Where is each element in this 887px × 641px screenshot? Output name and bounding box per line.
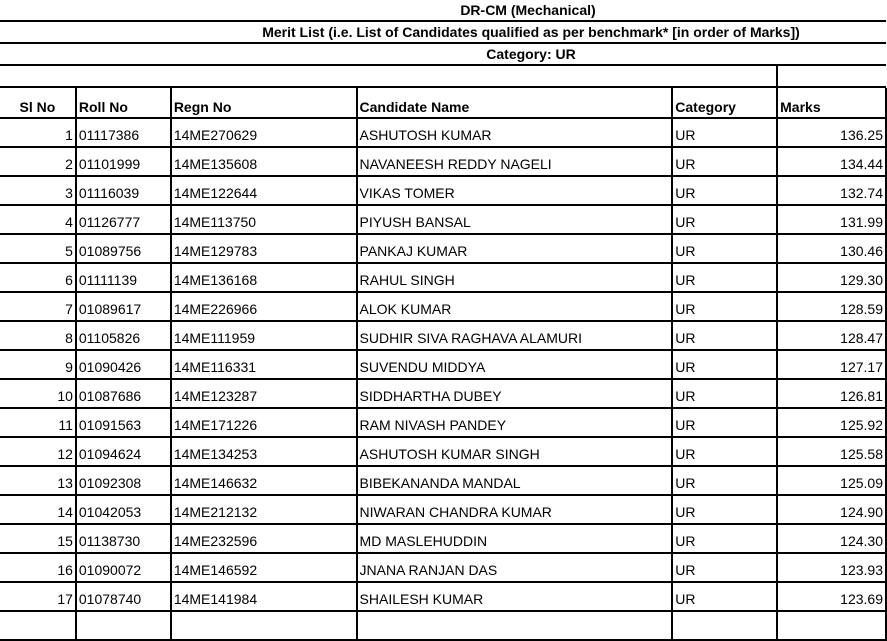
table-row	[0, 437, 886, 466]
regn-no-cell: 14ME122644	[171, 176, 357, 205]
roll-no-cell: 01117386	[76, 118, 171, 147]
sl-no-cell: 7	[0, 292, 76, 321]
regn-no-cell: 14ME113750	[171, 205, 357, 234]
sl-no-cell: 10	[0, 379, 76, 408]
category-cell: UR	[672, 118, 777, 147]
roll-no-cell: 01092308	[76, 466, 171, 495]
regn-no-cell: 14ME123287	[171, 379, 357, 408]
empty-cell	[357, 611, 673, 640]
roll-no-cell: 01138730	[76, 524, 171, 553]
regn-no-cell: 14ME129783	[171, 234, 357, 263]
marks-cell: 123.93	[777, 553, 886, 582]
table-row	[0, 176, 886, 205]
document-subtitle: Merit List (i.e. List of Candidates qualified as per benchmark* [in order of Marks])	[262, 24, 800, 40]
roll-no-cell: 01101999	[76, 147, 171, 176]
subtitle-row	[0, 22, 886, 44]
roll-no-cell: 01091563	[76, 408, 171, 437]
candidate-name-cell: ASHUTOSH KUMAR SINGH	[357, 437, 673, 466]
marks-cell: 125.92	[777, 408, 886, 437]
roll-no-cell: 01078740	[76, 582, 171, 611]
table-header-row	[0, 88, 886, 118]
column-header-candidate-name: Candidate Name	[357, 88, 673, 118]
merit-table	[0, 88, 887, 641]
sl-no-cell: 15	[0, 524, 76, 553]
empty-cell	[777, 611, 886, 640]
roll-no-cell: 01090072	[76, 553, 171, 582]
category-heading: Category: UR	[486, 46, 576, 62]
marks-cell: 126.81	[777, 379, 886, 408]
empty-cell	[76, 611, 171, 640]
roll-no-cell: 01089617	[76, 292, 171, 321]
regn-no-cell: 14ME226966	[171, 292, 357, 321]
regn-no-cell: 14ME116331	[171, 350, 357, 379]
column-header-sl-no: Sl No	[0, 88, 76, 118]
roll-no-cell: 01111139	[76, 263, 171, 292]
sl-no-cell: 11	[0, 408, 76, 437]
sl-no-cell: 2	[0, 147, 76, 176]
marks-cell: 124.90	[777, 495, 886, 524]
category-cell: UR	[672, 176, 777, 205]
category-cell: UR	[672, 350, 777, 379]
table-row	[0, 292, 886, 321]
candidate-name-cell: PANKAJ KUMAR	[357, 234, 673, 263]
column-header-category: Category	[672, 88, 777, 118]
category-cell: UR	[672, 495, 777, 524]
candidate-name-cell: SIDDHARTHA DUBEY	[357, 379, 673, 408]
column-header-roll-no: Roll No	[76, 88, 171, 118]
table-row	[0, 147, 886, 176]
candidate-name-cell: MD MASLEHUDDIN	[357, 524, 673, 553]
marks-cell: 123.69	[777, 582, 886, 611]
sl-no-cell: 12	[0, 437, 76, 466]
roll-no-cell: 01116039	[76, 176, 171, 205]
candidate-name-cell: ASHUTOSH KUMAR	[357, 118, 673, 147]
table-row	[0, 582, 886, 611]
table-row	[0, 263, 886, 292]
category-row	[0, 44, 886, 66]
roll-no-cell: 01094624	[76, 437, 171, 466]
sl-no-cell: 1	[0, 118, 76, 147]
table-row	[0, 553, 886, 582]
empty-cell	[0, 611, 76, 640]
category-cell: UR	[672, 408, 777, 437]
table-row-partial	[0, 611, 886, 640]
table-row	[0, 466, 886, 495]
marks-cell: 125.09	[777, 466, 886, 495]
marks-cell: 136.25	[777, 118, 886, 147]
roll-no-cell: 01126777	[76, 205, 171, 234]
column-header-regn-no: Regn No	[171, 88, 357, 118]
regn-no-cell: 14ME212132	[171, 495, 357, 524]
category-cell: UR	[672, 147, 777, 176]
column-header-marks: Marks	[777, 88, 886, 118]
candidate-name-cell: ALOK KUMAR	[357, 292, 673, 321]
candidate-name-cell: NAVANEESH REDDY NAGELI	[357, 147, 673, 176]
table-row	[0, 118, 886, 147]
category-cell: UR	[672, 205, 777, 234]
empty-cell	[171, 611, 357, 640]
candidate-name-cell: SHAILESH KUMAR	[357, 582, 673, 611]
document-title: DR-CM (Mechanical)	[460, 2, 596, 18]
marks-cell: 129.30	[777, 263, 886, 292]
table-row	[0, 524, 886, 553]
marks-cell: 128.47	[777, 321, 886, 350]
candidate-name-cell: JNANA RANJAN DAS	[357, 553, 673, 582]
table-row	[0, 234, 886, 263]
category-cell: UR	[672, 582, 777, 611]
marks-cell: 130.46	[777, 234, 886, 263]
regn-no-cell: 14ME146592	[171, 553, 357, 582]
regn-no-cell: 14ME111959	[171, 321, 357, 350]
table-row	[0, 495, 886, 524]
category-cell: UR	[672, 437, 777, 466]
category-cell: UR	[672, 379, 777, 408]
column-divider	[776, 66, 778, 88]
regn-no-cell: 14ME232596	[171, 524, 357, 553]
marks-cell: 124.30	[777, 524, 886, 553]
marks-cell: 132.74	[777, 176, 886, 205]
marks-cell: 125.58	[777, 437, 886, 466]
roll-no-cell: 01042053	[76, 495, 171, 524]
table-row	[0, 350, 886, 379]
sl-no-cell: 4	[0, 205, 76, 234]
empty-cell	[672, 611, 777, 640]
title-row	[0, 0, 886, 22]
candidate-name-cell: BIBEKANANDA MANDAL	[357, 466, 673, 495]
marks-cell: 127.17	[777, 350, 886, 379]
regn-no-cell: 14ME270629	[171, 118, 357, 147]
candidate-name-cell: SUVENDU MIDDYA	[357, 350, 673, 379]
sl-no-cell: 17	[0, 582, 76, 611]
sl-no-cell: 14	[0, 495, 76, 524]
marks-cell: 134.44	[777, 147, 886, 176]
roll-no-cell: 01089756	[76, 234, 171, 263]
roll-no-cell: 01105826	[76, 321, 171, 350]
category-cell: UR	[672, 292, 777, 321]
table-row	[0, 205, 886, 234]
category-cell: UR	[672, 234, 777, 263]
sl-no-cell: 16	[0, 553, 76, 582]
sl-no-cell: 8	[0, 321, 76, 350]
marks-cell: 128.59	[777, 292, 886, 321]
sl-no-cell: 5	[0, 234, 76, 263]
regn-no-cell: 14ME141984	[171, 582, 357, 611]
category-cell: UR	[672, 263, 777, 292]
candidate-name-cell: PIYUSH BANSAL	[357, 205, 673, 234]
category-cell: UR	[672, 524, 777, 553]
regn-no-cell: 14ME134253	[171, 437, 357, 466]
blank-spacer-row	[0, 66, 886, 88]
roll-no-cell: 01087686	[76, 379, 171, 408]
regn-no-cell: 14ME135608	[171, 147, 357, 176]
candidate-name-cell: RAM NIVASH PANDEY	[357, 408, 673, 437]
sl-no-cell: 6	[0, 263, 76, 292]
sl-no-cell: 9	[0, 350, 76, 379]
category-cell: UR	[672, 466, 777, 495]
regn-no-cell: 14ME136168	[171, 263, 357, 292]
regn-no-cell: 14ME146632	[171, 466, 357, 495]
candidate-name-cell: RAHUL SINGH	[357, 263, 673, 292]
candidate-name-cell: NIWARAN CHANDRA KUMAR	[357, 495, 673, 524]
regn-no-cell: 14ME171226	[171, 408, 357, 437]
table-row	[0, 379, 886, 408]
table-row	[0, 408, 886, 437]
candidate-name-cell: SUDHIR SIVA RAGHAVA ALAMURI	[357, 321, 673, 350]
sl-no-cell: 3	[0, 176, 76, 205]
category-cell: UR	[672, 321, 777, 350]
table-row	[0, 321, 886, 350]
candidate-name-cell: VIKAS TOMER	[357, 176, 673, 205]
marks-cell: 131.99	[777, 205, 886, 234]
roll-no-cell: 01090426	[76, 350, 171, 379]
category-cell: UR	[672, 553, 777, 582]
sl-no-cell: 13	[0, 466, 76, 495]
